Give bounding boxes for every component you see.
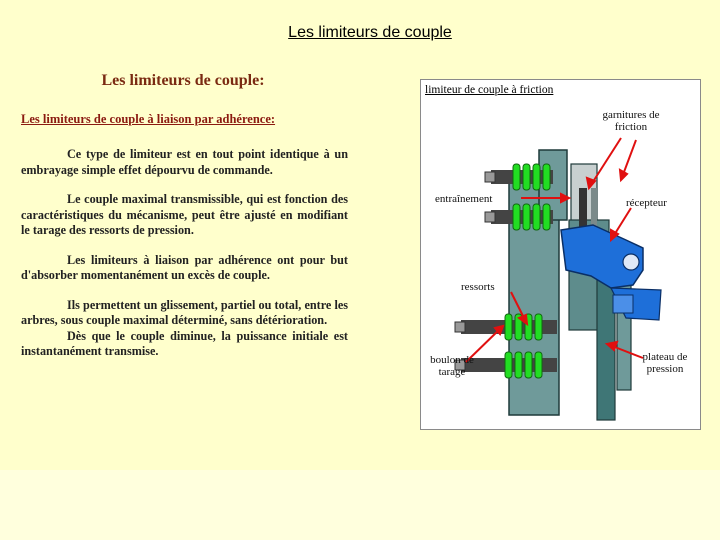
label-recepteur: récepteur bbox=[626, 197, 667, 209]
torque-limiter-figure bbox=[420, 79, 701, 430]
label-entrainement: entraînement bbox=[435, 193, 493, 205]
figure-title: limiteur de couple à friction bbox=[425, 84, 554, 96]
paragraph-1: Ce type de limiteur est en tout point identique à un embrayage simple effet dépourvu de commande. bbox=[21, 147, 348, 177]
label-plateau: plateau de pression bbox=[642, 351, 688, 375]
document-text-panel bbox=[18, 70, 348, 468]
paragraph-5: Dès que le couple diminue, la puissance initiale est instantanément transmise. bbox=[21, 328, 348, 358]
label-ressorts: ressorts bbox=[461, 281, 495, 293]
document-heading: Les limiteurs de couple: bbox=[101, 72, 265, 89]
paragraph-3: Les limiteurs à liaison par adhérence ont pour but d'absorber momentanément un excès de couple. bbox=[21, 252, 348, 282]
label-boulon: boulon de tarage bbox=[430, 354, 474, 378]
slide-title: Les limiteurs de couple bbox=[288, 24, 452, 41]
label-garnitures: garnitures de friction bbox=[602, 109, 660, 133]
paragraph-4: Ils permettent un glissement, partiel ou total, entre les arbres, sous couple maximal déterminé, sans détérioration. bbox=[21, 297, 348, 327]
paragraph-2: Le couple maximal transmissible, qui est fonction des caractéristiques du mécanisme, peut être ajusté en modifiant le tarage des ressorts de pression. bbox=[21, 192, 348, 237]
slide-footer-area bbox=[0, 470, 720, 540]
document-subheading: Les limiteurs de couple à liaison par adhérence: bbox=[21, 112, 276, 126]
